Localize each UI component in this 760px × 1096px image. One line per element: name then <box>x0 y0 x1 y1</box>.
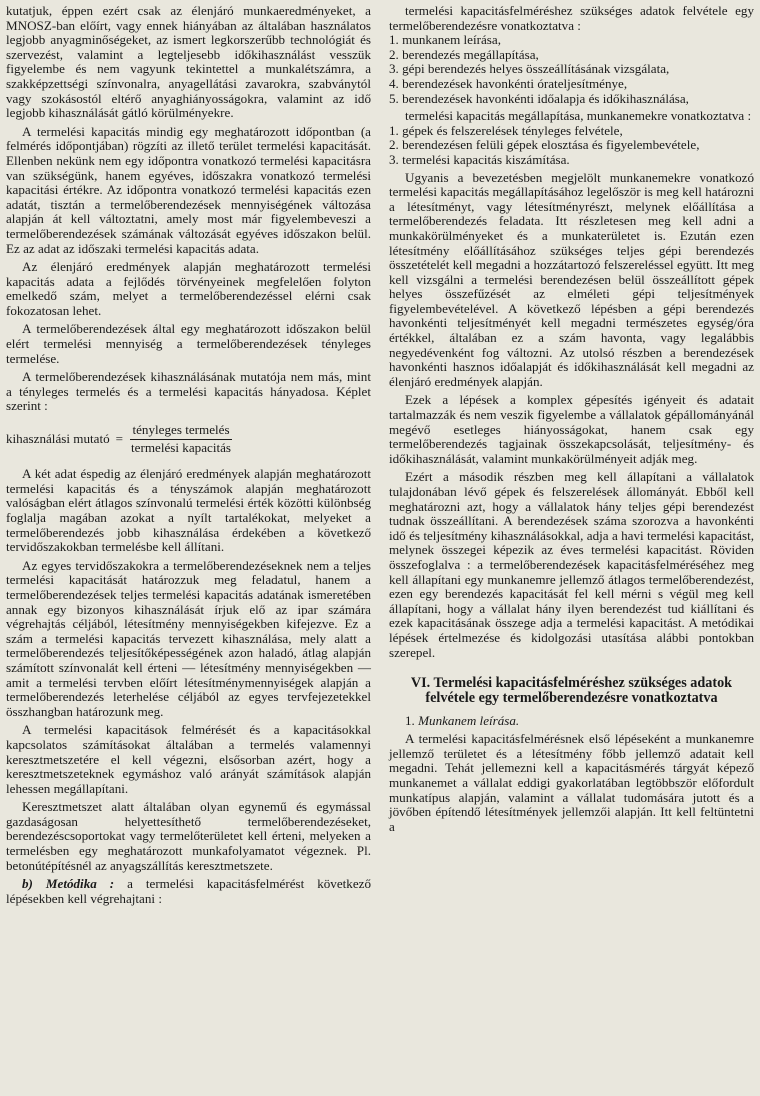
right-paragraph-4: A termelési kapacitásfelmérésnek első lépéseként a munkanemre jellemző területet és a létesítmény főbb jellemző adatait kell megadni. Tehát jellemezni kell a kapacitásmérés tárgyát képező munkanemet a vállalat eddigi gyakorlatában legtöbbször előfordult munkatípus alapján, valamint a vállalat tudomására jutott és a jövőben építendő létesítmények jellemzői alapján. Itt kell feltüntetni a <box>389 731 754 834</box>
formula-lhs: kihasználási mutató <box>6 430 110 446</box>
methodology-text: a termelési kapacitásfelmérést következő lépésekben kell végrehajtani : <box>6 876 372 906</box>
right-paragraph-1: Ugyanis a bevezetésben megjelölt munkanemekre vonatkozó termelési kapacitás megállapításához legelőször is meg kell határozni a létesítményt, vagy létesítményrészt, melynek előállítása a termelőberendezés feladata. Itt részletesen meg kell adni a munkakörülményeket és a munkaterületet is. Ezután ezen létesítmény előállításához szükséges teljes gépi berendezés összetételét kell megadni a hozzátartozó felszereléssel együtt. Itt meg kell vizsgálni a termelési berendezésen belül összeállított gépek helyes összefűzését az elméleti gépi teljesítmények figyelembevételével. A következő lépésben a gépi berendezés havonkénti teljesítményét kell megadni természetes egység/óra értékkel, általában ez a szám havonta, vagy legalábbis negyedévenként fog változni. Az utolsó részben a berendezések havonkénti hasznos időalapját és időkihasználását kell megadni az élenjáró eredmények alapján. <box>389 169 754 389</box>
right-intro: termelési kapacitásfelméréshez szükséges adatok felvétele egy termelőberendezésre vonatkoztatva : <box>389 3 754 33</box>
left-paragraph-3: Az élenjáró eredmények alapján meghatározott termelési kapacitás adata a fejlődés törvényeinek megfelelően folyton emelkedő szám, melyet a termelőberendezéssel elérni csak fokozatosan lehet. <box>6 259 371 318</box>
formula-fraction <box>129 423 233 455</box>
right-paragraph-2: Ezek a lépések a komplex gépesítés igényeit és adatait tartalmazzák és nem veszik figyelembe a vállalatok gépállományánál megévő esetleges hiányosságokat, hanem csak egy termelőberendezés tagjainak összekapcsolását, teljesítmény- és időkihasználását, valamint munkakörülményeit adják meg. <box>389 392 754 466</box>
list-item: 4. berendezések havonkénti órateljesítménye, <box>389 75 628 91</box>
list-item: 5. berendezések havonkénti időalapja és időkihasználása, <box>389 90 689 106</box>
utilization-formula <box>6 423 371 455</box>
left-paragraph-10 <box>6 877 371 906</box>
left-paragraph-8: A termelési kapacitások felmérését és a kapacitásokkal kapcsolatos számításokat általában a termelés valamennyi keresztmetszetére el kell végezni, elsősorban azért, hogy a keresztmetszeteknek egymáshoz való arányát számítások alapján lehessen megállapítani. <box>6 722 371 796</box>
capacity-determination-list <box>389 124 754 168</box>
list-item: 2. berendezés megállapítása, <box>389 46 539 62</box>
left-paragraph-4: A termelőberendezések által egy meghatározott időszakon belül elért termelési mennyiség a termelőberendezések tényleges termelése. <box>6 321 371 366</box>
left-paragraph-2: A termelési kapacitás mindig egy meghatározott időpontban (a felmérés időpontjában) rögzíti az illető terület termelési kapacitását. Ellenben nekünk nem egy időpontra vonatkozó termelési kapacitásra van szükségünk, hanem egyéves, időszakra vonatkozó termelési kapacitási értékre. Az időpontra vonatkozó termelési kapacitás ezen adatát, tisztán a termelőberendezések mennyiségének változása alapján át kell változtatni, amely most már figyelembeveszi a termelőberendezések számának változását egyéves időszakon belül. Ez az adat az időszaki termelési kapacitás adata. <box>6 123 371 256</box>
right-paragraph-3: Ezért a második részben meg kell állapítani a vállalatok tulajdonában lévő gépek és felszerelések állományát. Ebből kell meghatározni azt, hogy a vállalatok hány teljes gépi berendezést tudnak összeállítani. A berendezések száma szorozva a havonkénti idő és teljesítmény kihasználásokkal, adja a havi termelési kapacitást, melynek összegei képezik az éves termelési kapacitást. Röviden összefoglalva : a termelőberendezések kapacitásfelméréséhez meg kell állapítani egy munkanemre jellemző átlagos termelőberendezést, ezen egy berendezés kapacitását fel kell mérni s végül meg kell állapítani, hogy a vállalat hány ilyen berendezést tud kiállítani és ezek kapacitásának összege adja a termelési kapacitást. A metódikai lépések értelmezése és kidolgozási utasítása alábbi pontokban szerepel. <box>389 469 754 660</box>
list-item: 1. gépek és felszerelések tényleges felvétele, <box>389 122 623 138</box>
left-paragraph-9: Keresztmetszet alatt általában olyan egynemű és egymással gazdaságosan helyettesíthető termelőberendezéseket, berendezéscsoportokat vagy termelőterületet kell érteni, melyeken a termelésben egy meghatározott munkafolyamatot végeznek. Pl. betonútépítésnél az anyagszállítás keresztmetszete. <box>6 799 371 873</box>
list-item: 3. gépi berendezés helyes összeállításának vizsgálata, <box>389 61 670 77</box>
subsection-number: 1. <box>405 712 415 728</box>
subsection-heading <box>389 714 754 729</box>
formula-equals: = <box>115 430 124 446</box>
left-paragraph-6: A két adat éspedig az élenjáró eredmények alapján meghatározott termelési kapacitás és a tényszámok alapján meghatározott valóságban elért átlagos színvonalú termelési érték közötti különbség foglalja magában azokat a nyílt tartalékokat, melyeket a termelőberendezés jobb kihasználása érdekében a következő tervidőszakokban termelésbe kell állítani. <box>6 466 371 555</box>
data-collection-list <box>389 33 754 106</box>
subsection-title: Munkanem leírása. <box>418 712 520 728</box>
left-paragraph-5: A termelőberendezések kihasználásának mutatója nem más, mint a tényleges termelés és a termelési kapacitás hányadosa. Képlet szerint : <box>6 369 371 414</box>
formula-denominator: termelési kapacitás <box>131 439 232 455</box>
left-paragraph-7: Az egyes tervidőszakokra a termelőberendezéseknek nem a teljes termelési kapacitását határozzuk meg feladatul, hanem a termelőberendezések teljes termelési kapacitás adatának ismeretében annak egy bizonyos kihasználását írjuk elő az ipar számára végrehajtás céljából, létesítmény mennyiségekben kifejezve. Ez a szám a termelési kapacitás tervezett kihasználása, mely alatt a termelőberendezés teljesítőképességének azon haladó, átlag alapján számított színvonalát kell érteni — létesítmény mennyiségekben — amit a termelési tervben előírt létesítménymennyiségek alapján a termelőberendezés leterhelése céljából az egyes tervfejezetekkel összhangban határozunk meg. <box>6 557 371 719</box>
list-item: 2. berendezésen felüli gépek elosztása és figyelembevétele, <box>389 137 700 153</box>
list-item: 3. termelési kapacitás kiszámítása. <box>389 151 570 167</box>
methodology-label: b) Metódika : <box>22 876 115 892</box>
formula-numerator: tényleges termelés <box>130 423 231 440</box>
left-paragraph-1: kutatjuk, éppen ezért csak az élenjáró munkaeredményeket, a MNOSZ-ban előírt, vagy ennek hiányában az általában használatos legjobb anyagminőségeket, az ismert legkorszerűbb technológiát és szervezést, valamint a legteljesebb időkihasználást vesszük figyelembe és nem vagyunk tekintettel a munkalétszámra, a szakképzettségi színvonalra, anyagellátási zavarokra, szabványtól vagy szokásostól eltérő anyaghiányosságokra, valamint az idő legjobb kihasználását gátló körülményekre. <box>6 3 371 121</box>
right-column <box>389 4 754 1096</box>
section-heading: VI. Termelési kapacitásfelméréshez szükséges adatok felvétele egy termelőberendezésre vonatkoztatva <box>410 675 733 707</box>
left-column <box>6 4 371 1096</box>
list-item: 1. munkanem leírása, <box>389 32 501 48</box>
right-sub-intro: termelési kapacitás megállapítása, munkanemekre vonatkoztatva : <box>405 108 752 124</box>
